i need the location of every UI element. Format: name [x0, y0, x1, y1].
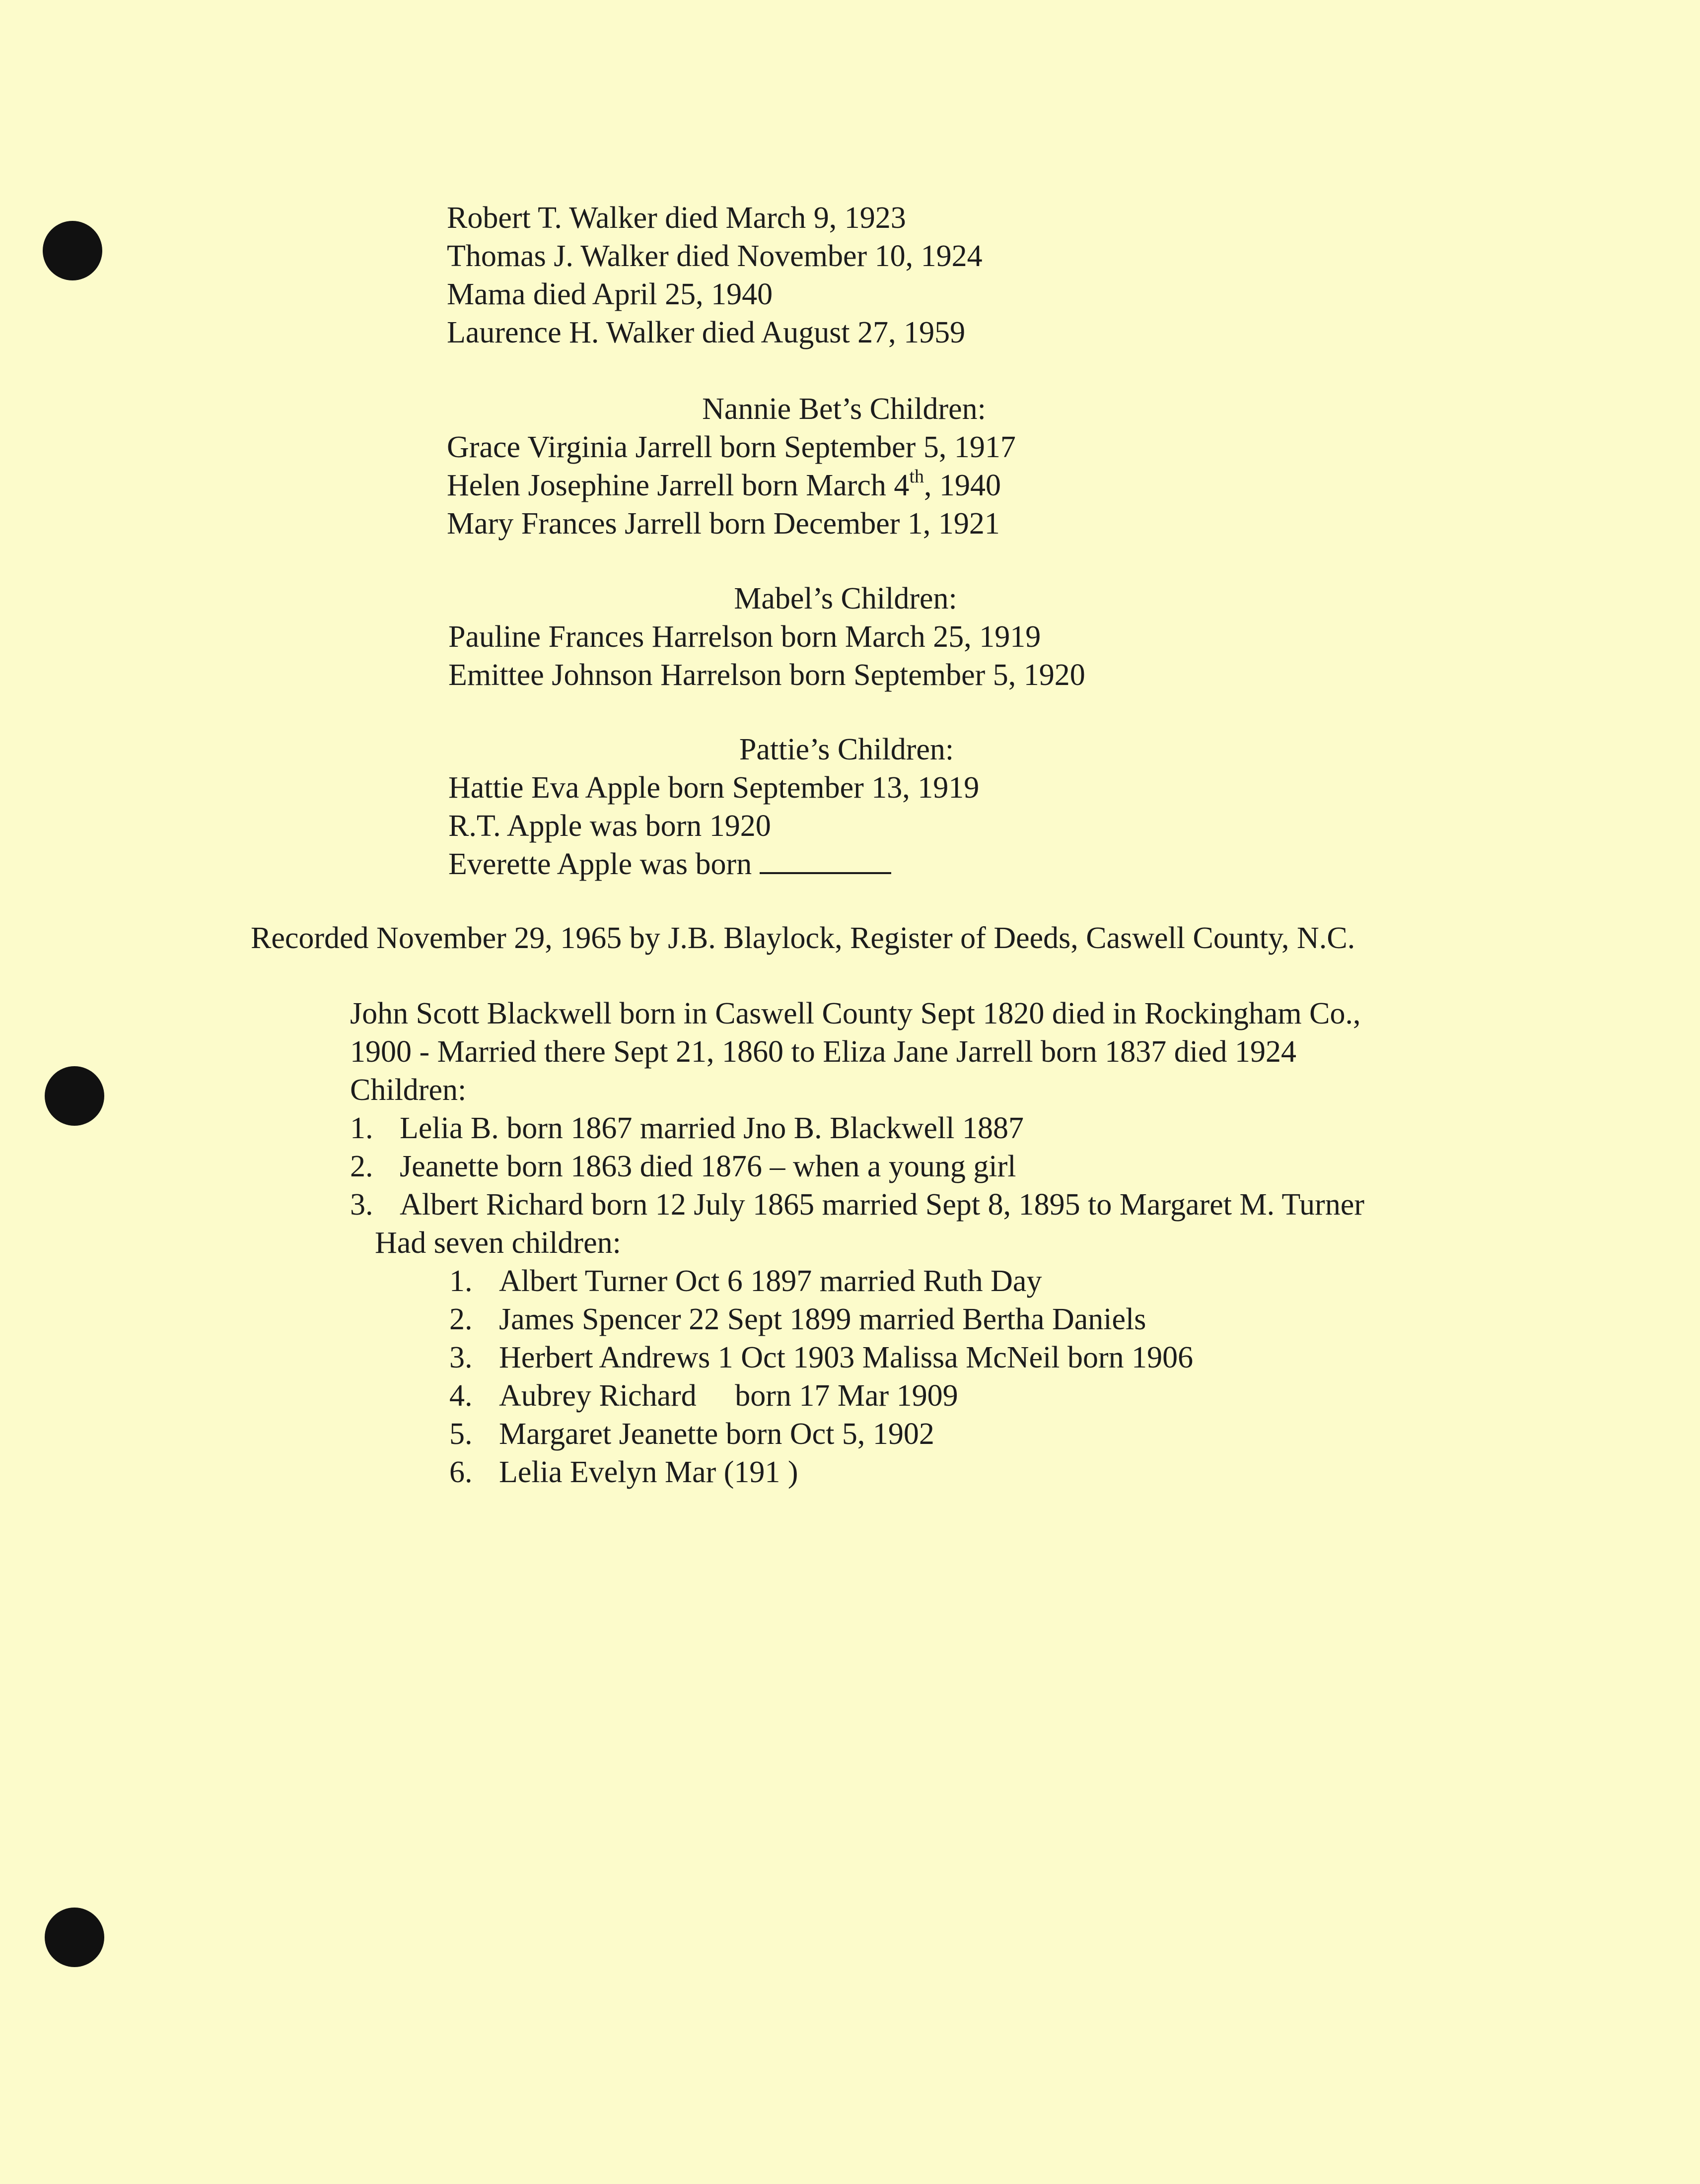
list-number: 3. — [350, 1188, 373, 1222]
blackwell-intro-line: John Scott Blackwell born in Caswell County Sept 1820 died in Rockingham Co., — [350, 997, 1361, 1030]
list-text: Margaret Jeanette born Oct 5, 1902 — [499, 1417, 934, 1451]
death-record: Mama died April 25, 1940 — [447, 277, 773, 311]
punch-hole-top — [43, 221, 102, 280]
child-record-text: Helen Josephine Jarrell born March 4 — [447, 469, 910, 502]
blackwell-intro-line: Children: — [350, 1073, 467, 1107]
list-number: 2. — [449, 1302, 473, 1336]
child-record — [447, 467, 1001, 504]
list-text: Aubrey Richard born 17 Mar 1909 — [499, 1379, 958, 1413]
child-record-tail: , 1940 — [924, 469, 1001, 502]
death-record: Laurence H. Walker died August 27, 1959 — [447, 316, 966, 349]
nested-list-item — [449, 1262, 1042, 1300]
list-number: 1. — [449, 1264, 473, 1298]
list-text: Jeanette born 1863 died 1876 – when a young girl — [400, 1150, 1016, 1183]
punch-hole-bottom — [45, 1908, 104, 1967]
child-record: Grace Virginia Jarrell born September 5, 1917 — [447, 430, 1016, 464]
had-seven-children: Had seven children: — [375, 1226, 621, 1260]
death-record: Thomas J. Walker died November 10, 1924 — [447, 239, 983, 273]
death-record: Robert T. Walker died March 9, 1923 — [447, 201, 906, 235]
list-number: 1. — [350, 1111, 373, 1145]
nested-list-item — [449, 1453, 798, 1491]
list-text: James Spencer 22 Sept 1899 married Bertha Daniels — [499, 1302, 1146, 1336]
child-record: R.T. Apple was born 1920 — [448, 809, 771, 843]
list-number: 4. — [449, 1379, 473, 1413]
child-record: Mary Frances Jarrell born December 1, 1921 — [447, 507, 1000, 541]
child-record: Pauline Frances Harrelson born March 25, 1919 — [448, 620, 1041, 654]
list-number: 6. — [449, 1455, 473, 1489]
list-number: 5. — [449, 1417, 473, 1451]
punch-hole-middle — [45, 1066, 104, 1126]
list-item — [350, 1109, 1024, 1147]
section-heading-pattie: Pattie’s Children: — [739, 733, 954, 766]
blackwell-intro-line: 1900 - Married there Sept 21, 1860 to Eliza Jane Jarrell born 1837 died 1924 — [350, 1035, 1297, 1069]
child-record: Emittee Johnson Harrelson born September 5, 1920 — [448, 658, 1085, 692]
blank-fill-line — [760, 847, 891, 874]
nested-list-item — [449, 1377, 958, 1415]
list-text: Albert Turner Oct 6 1897 married Ruth Day — [499, 1264, 1042, 1298]
list-text: Albert Richard born 12 July 1865 married Sept 8, 1895 to Margaret M. Turner — [400, 1188, 1364, 1222]
nested-list-item — [449, 1415, 934, 1453]
recording-note: Recorded November 29, 1965 by J.B. Blaylock, Register of Deeds, Caswell County, N.C. — [251, 921, 1355, 955]
child-record — [448, 845, 891, 883]
list-number: 3. — [449, 1341, 473, 1374]
list-item — [350, 1148, 1016, 1185]
child-record-text: Everette Apple was born — [448, 847, 752, 881]
list-text: Lelia B. born 1867 married Jno B. Blackwell 1887 — [400, 1111, 1024, 1145]
nested-list-item — [449, 1300, 1146, 1338]
ordinal-superscript: th — [909, 466, 924, 487]
section-heading-mabel: Mabel’s Children: — [734, 582, 957, 615]
list-number: 2. — [350, 1150, 373, 1183]
child-record: Hattie Eva Apple born September 13, 1919 — [448, 771, 980, 805]
list-text: Herbert Andrews 1 Oct 1903 Malissa McNeil born 1906 — [499, 1341, 1194, 1374]
nested-list-item — [449, 1339, 1193, 1376]
list-text: Lelia Evelyn Mar (191 ) — [499, 1455, 798, 1489]
list-item — [350, 1186, 1364, 1224]
section-heading-nannie: Nannie Bet’s Children: — [702, 392, 986, 426]
